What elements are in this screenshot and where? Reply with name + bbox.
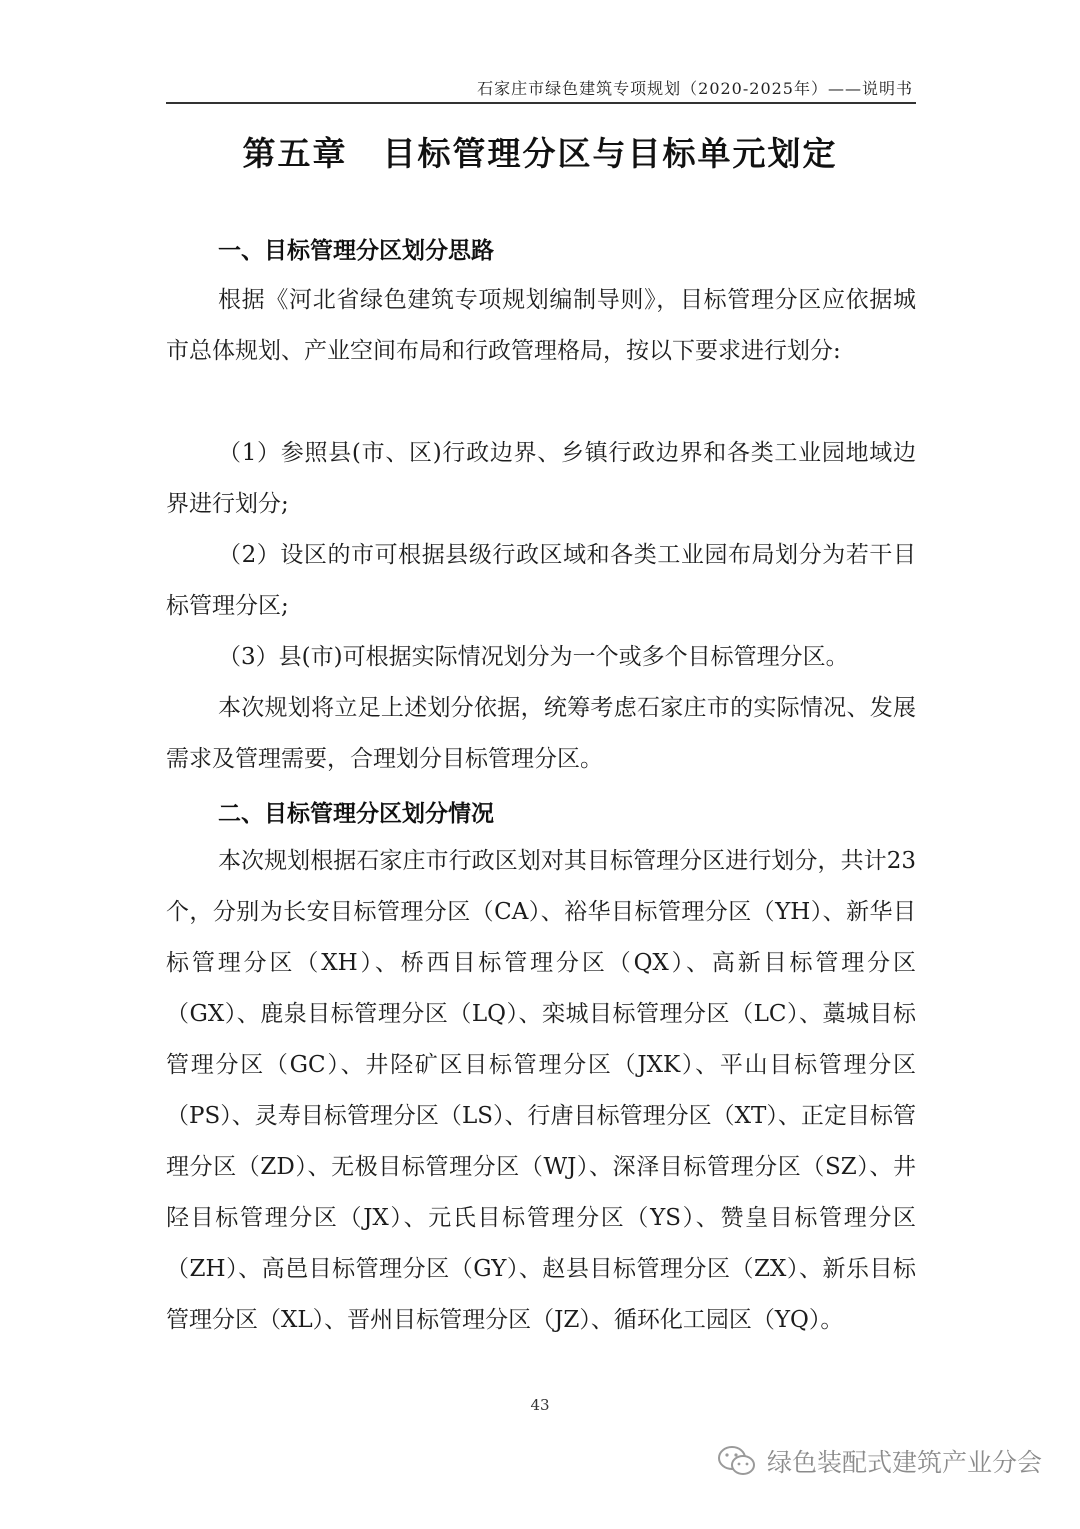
section1-closing: 本次规划将立足上述划分依据，统筹考虑石家庄市的实际情况、发展需求及管理需要，合理划分目标管理分区。 [166, 695, 916, 772]
section1-intro: 根据《河北省绿色建筑专项规划编制导则》，目标管理分区应依据城市总体规划、产业空间布局和行政管理格局，按以下要求进行划分: [166, 287, 916, 364]
watermark-text: 绿色装配式建筑产业分会 [766, 1448, 1042, 1477]
list-item-2: （2）设区的市可根据县级行政区域和各类工业园布局划分为若干目标管理分区; [166, 542, 916, 619]
header-divider [166, 102, 916, 104]
running-header: 石家庄市绿色建筑专项规划（2020-2025年）——说明书 [477, 79, 913, 98]
list-item-3: （3）县(市)可根据实际情况划分为一个或多个目标管理分区。 [218, 644, 849, 670]
section-heading-1: 一、目标管理分区划分思路 [218, 238, 494, 264]
section2-body: 本次规划根据石家庄市行政区划对其目标管理分区进行划分，共计23个，分别为长安目标管理分区（CA）、裕华目标管理分区（YH）、新华目标管理分区（XH）、桥西目标管理分区（QX）、高新目标管理分区（GX）、鹿泉目标管理分区（LQ）、栾城目标管理分区（LC）、藁城目标管理分区（GC）、井陉矿区目标管理分区（JXK）、平山目标管理分区（PS）、灵寿目标管理分区（LS）、行唐目标管理分区（XT）、正定目标管理分区（ZD）、无极目标管理分区（WJ）、深泽目标管理分区（SZ）、井陉目标管理分区（JX）、元氏目标管理分区（YS）、赞皇目标管理分区（ZH）、高邑目标管理分区（GY）、赵县目标管理分区（ZX）、新乐目标管理分区（XL）、晋州目标管理分区（JZ）、循环化工园区（YQ）。 [166, 848, 916, 1333]
page-number: 43 [530, 1396, 550, 1414]
section-heading-2: 二、目标管理分区划分情况 [218, 801, 494, 827]
watermark [717, 1443, 1042, 1479]
list-item-1: （1）参照县(市、区)行政边界、乡镇行政边界和各类工业园地域边界进行划分; [166, 440, 916, 517]
chapter-title: 第五章 目标管理分区与目标单元划定 [242, 134, 838, 173]
wechat-icon [717, 1444, 757, 1478]
